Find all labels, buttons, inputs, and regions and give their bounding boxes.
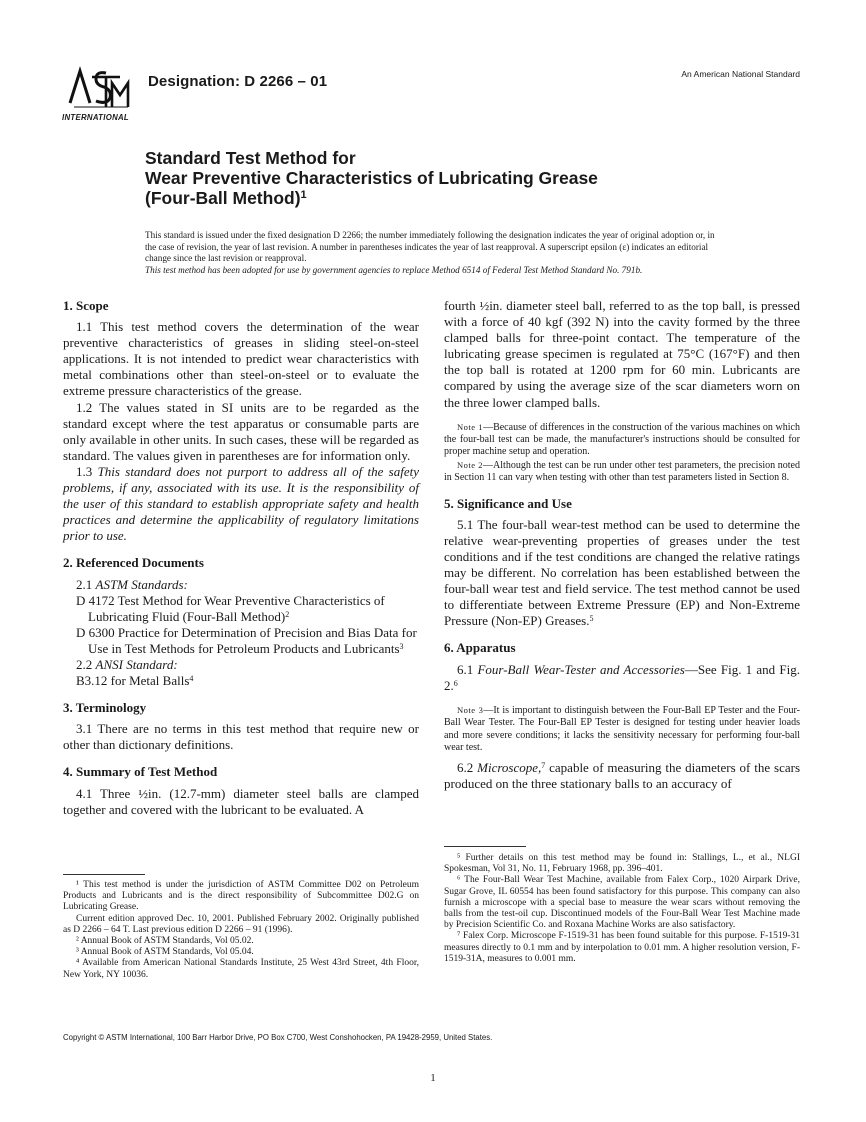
para-6-1: 6.1 Four-Ball Wear-Tester and Accessories—See Fig. 1 and Fig. 2.$^6$ (444, 661, 800, 693)
logo-text: INTERNATIONAL (62, 113, 129, 122)
title-line-3: (Four-Ball Method)$^1$ (145, 188, 307, 208)
para-4-1: 4.1 Three ½in. (12.7-mm) diameter steel balls are clamped together and covered with the lubricant to be evaluated. A (63, 785, 419, 817)
footnote-1b: Current edition approved Dec. 10, 2001. Published February 2002. Originally published as D 2266 – 64 T. Last previous edition D 2266 – 91 (1996). (63, 913, 419, 935)
document-title (145, 148, 765, 208)
footnote-5: ⁵ Further details on this test method may be found in: Stallings, L., et al., NLGI Spokesman, Vol 31, No. 11, February 1968, pp. 396–401. (444, 853, 800, 875)
ref-b312: B3.12 for Metal Balls$^4$ (76, 673, 194, 689)
preamble-text: This standard is issued under the fixed designation D 2266; the number immediately following the designation indicates the year of original adoption or, in the case of revision, the year of last revision. A number in parentheses indicates the year of last reapproval. A superscript epsilon (ε) indicates an editorial change since the last revision or reapproval. (145, 230, 715, 264)
para-1-1: 1.1 This test method covers the determination of the wear preventive characteristics of greases in sliding steel-on-steel applications. It is not intended to predict wear characteristics with metal combinations other than steel-on-steel or to evaluate the extreme pressure characteristics of the grease. (63, 319, 419, 399)
national-standard-label: An American National Standard (681, 69, 800, 79)
section-2-heading: 2. Referenced Documents (63, 555, 204, 571)
footnotes-left (63, 880, 419, 981)
section-6-heading: 6. Apparatus (444, 640, 516, 656)
left-column (63, 298, 419, 818)
section-4-heading: 4. Summary of Test Method (63, 764, 218, 780)
para-5-1: 5.1 The four-ball wear-test method can be used to determine the relative wear-preventing properties of greases under the test conditions and if the test conditions are changed the relative ratings may be different. No correlation has been established between the four-ball wear test and field service. The test method cannot be used to differentiate between Extreme Pressure (EP) and Non-Extreme Pressure (Non-EP) Greases.$^5$ (444, 516, 800, 629)
footnote-3: ³ Annual Book of ASTM Standards, Vol 05.04. (76, 947, 254, 958)
preamble (145, 230, 728, 276)
ref-2-2: 2.2 ANSI Standard: (76, 656, 178, 672)
title-line-2: Wear Preventive Characteristics of Lubricating Grease (145, 168, 598, 188)
ref-d4172: D 4172 Test Method for Wear Preventive Characteristics of Lubricating Fluid (Four-Ball Method)$^2$ (76, 592, 385, 624)
right-column (444, 298, 800, 793)
footnotes-right (444, 853, 800, 965)
footnote-rule-left (63, 874, 145, 875)
footnote-7: ⁷ Falex Corp. Microscope F-1519-31 has been found suitable for this purpose. F-1519-31 measures directly to 0.1 mm and by interpolation to 0.01 mm. A higher resolution version, F-1519-31A, measures to 0.001 mm. (444, 931, 800, 964)
para-1-3: 1.3 This standard does not purport to address all of the safety problems, if any, associated with its use. It is the responsibility of the user of this standard to establish appropriate safety and health practices and determine the applicability of regulatory limitations prior to use. (63, 463, 420, 544)
page-number: 1 (430, 1072, 436, 1084)
section-3-heading: 3. Terminology (63, 700, 147, 716)
note-3: Note 3—It is important to distinguish between the Four-Ball EP Tester and the Four-Ball Wear Tester. The Four-Ball EP Tester is designed for testing under heavier loads and more severe conditions; it lacks the sensitivity necessary for performing four-ball wear test. (444, 704, 800, 753)
para-3-1: 3.1 There are no terms in this test method that require new or other than dictionary definitions. (63, 721, 419, 753)
footnote-4: ⁴ Available from American National Standards Institute, 25 West 43rd Street, 4th Floor, New York, NY 10036. (63, 958, 419, 980)
para-6-2: 6.2 Microscope,$^7$ capable of measuring the diameters of the scars produced on the three stationary balls to an accuracy of (444, 760, 800, 792)
ref-2-1: 2.1 ASTM Standards: (76, 576, 188, 592)
footnote-6: ⁶ The Four-Ball Wear Test Machine, available from Falex Corp., 1020 Airpark Drive, Sugar Grove, IL 60554 has been found satisfactory for this purpose. This company can also furnish a microscope with a special base to measure the wear scars without removing the balls from the test-oil cup. Discontinued models of the Four-Ball Wear Test Machine made by Precision Scientific Co. and Roxana Machine Works are also satisfactory. (444, 875, 800, 931)
section-5-heading: 5. Significance and Use (444, 495, 572, 511)
title-line-1: Standard Test Method for (145, 148, 356, 168)
para-4-1-continued: fourth ½in. diameter steel ball, referred to as the top ball, is pressed with a force of 40 kgf (392 N) into the cavity formed by the three clamped balls for three-point contact. The temperature of the lubricating grease specimen is regulated at 75°C (167°F) and then the top ball is rotated at 1200 rpm for 60 min. Lubricants are compared by using the average size of the scar diameters worn on the three lower clamped balls. (444, 298, 800, 410)
astm-logo (62, 63, 138, 125)
copyright-footer: Copyright © ASTM International, 100 Barr Harbor Drive, PO Box C700, West Conshohocken, PA 19428-2959, United States. (63, 1033, 493, 1042)
note-1: Note 1—Because of differences in the construction of the various machines on which the four-ball test can be made, the manufacturer's instructions should be consulted for proper machine setup and operation. (444, 421, 800, 458)
designation: Designation: D 2266 – 01 (148, 73, 328, 90)
footnote-rule-right (444, 846, 526, 847)
para-1-2: 1.2 The values stated in SI units are to be regarded as the standard except where the test apparatus or consumable parts are only available in other units. In such cases, these will be regarded as standard. The values given in parentheses are for information only. (63, 399, 419, 463)
footnote-1: ¹ This test method is under the jurisdiction of ASTM Committee D02 on Petroleum Products and Lubricants and is the direct responsibility of Subcommittee D02.G on Lubricating Grease. (63, 880, 419, 913)
section-1-heading: 1. Scope (63, 298, 109, 313)
footnote-2: ² Annual Book of ASTM Standards, Vol 05.02. (76, 936, 254, 947)
note-2: Note 2—Although the test can be run under other test parameters, the precision noted in Section 11 can vary when testing with other than test parameters listed in Section 8. (444, 459, 800, 484)
preamble-italic: This test method has been adopted for use by government agencies to replace Method 6514 of Federal Test Method Standard No. 791b. (145, 264, 643, 275)
ref-d6300: D 6300 Practice for Determination of Precision and Bias Data for Use in Test Methods for Petroleum Products and Lubricants$^3$ (76, 624, 417, 656)
